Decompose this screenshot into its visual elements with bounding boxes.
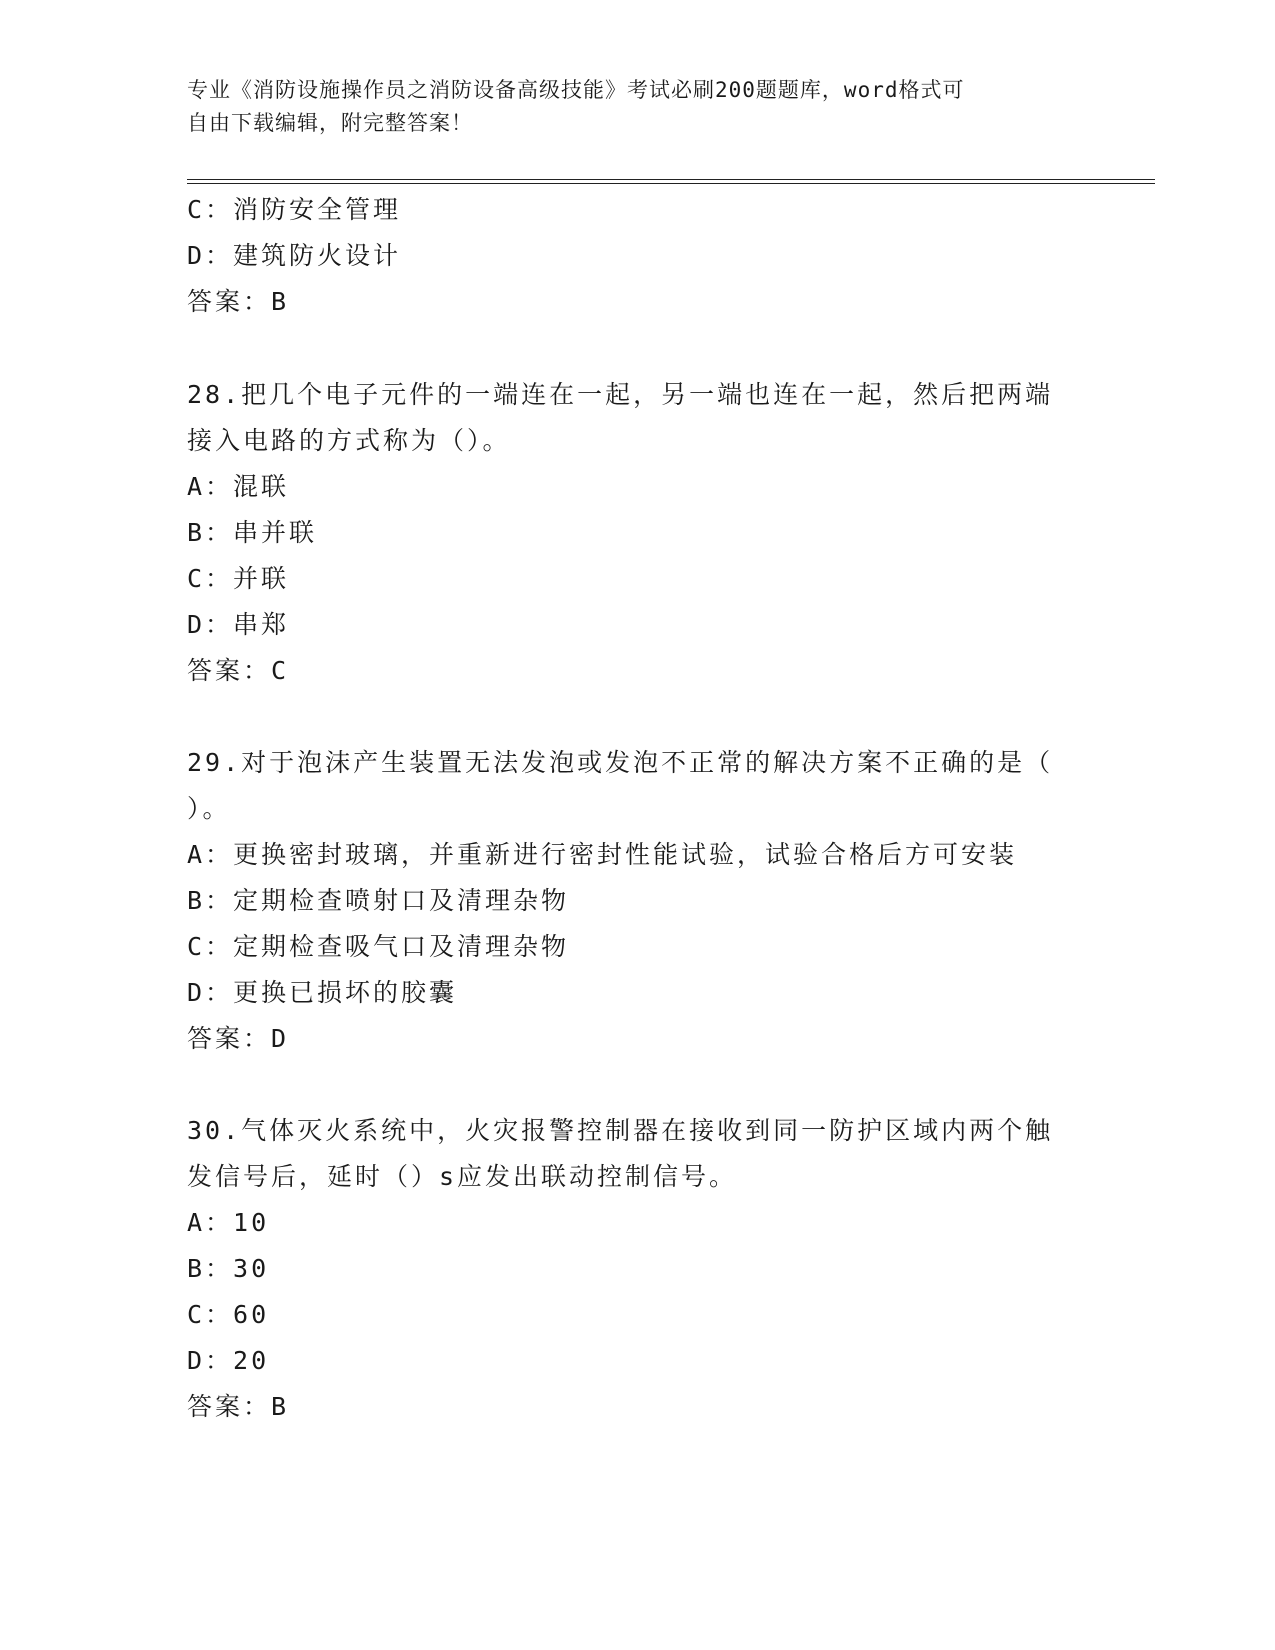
question-stem-line: 30.气体灭火系统中，火灾报警控制器在接收到同一防护区域内两个触: [187, 1116, 1054, 1145]
question-stem-line: ）。: [187, 794, 231, 823]
question-29: [187, 740, 1087, 1062]
answer-line: 答案：B: [187, 287, 290, 316]
option-b: B：串并联: [187, 518, 318, 547]
header-line-1: 专业《消防设施操作员之消防设备高级技能》考试必刷200题题库，word格式可: [187, 78, 965, 102]
header-divider-bottom: [187, 183, 1155, 184]
option-d: D：更换已损坏的胶囊: [187, 978, 458, 1007]
answer-line: 答案：C: [187, 656, 290, 685]
header-line-2: 自由下载编辑，附完整答案！: [187, 111, 473, 135]
option-a: A：更换密封玻璃，并重新进行密封性能试验，试验合格后方可安装: [187, 840, 1018, 869]
option-c: C：并联: [187, 564, 290, 593]
question-stem-line: 29.对于泡沫产生装置无法发泡或发泡不正常的解决方案不正确的是（: [187, 748, 1054, 777]
document-header: [187, 74, 1087, 140]
header-divider-top: [187, 179, 1155, 180]
option-d: D：串郑: [187, 610, 290, 639]
option-d: D：建筑防火设计: [187, 241, 402, 270]
option-a: A：混联: [187, 472, 290, 501]
question-stem-line: 发信号后，延时（）s应发出联动控制信号。: [187, 1162, 738, 1191]
question-30: [187, 1108, 1087, 1430]
option-c: C：消防安全管理: [187, 195, 402, 224]
option-d: D：20: [187, 1346, 270, 1375]
question-27-continued: [187, 187, 1087, 325]
option-c: C：定期检查吸气口及清理杂物: [187, 932, 570, 961]
question-28: [187, 372, 1087, 694]
answer-line: 答案：B: [187, 1392, 290, 1421]
question-stem-line: 28.把几个电子元件的一端连在一起，另一端也连在一起，然后把两端: [187, 380, 1054, 409]
answer-line: 答案：D: [187, 1024, 290, 1053]
option-b: B：30: [187, 1254, 270, 1283]
option-c: C：60: [187, 1300, 270, 1329]
question-stem-line: 接入电路的方式称为（）。: [187, 426, 511, 455]
option-b: B：定期检查喷射口及清理杂物: [187, 886, 570, 915]
option-a: A：10: [187, 1208, 270, 1237]
